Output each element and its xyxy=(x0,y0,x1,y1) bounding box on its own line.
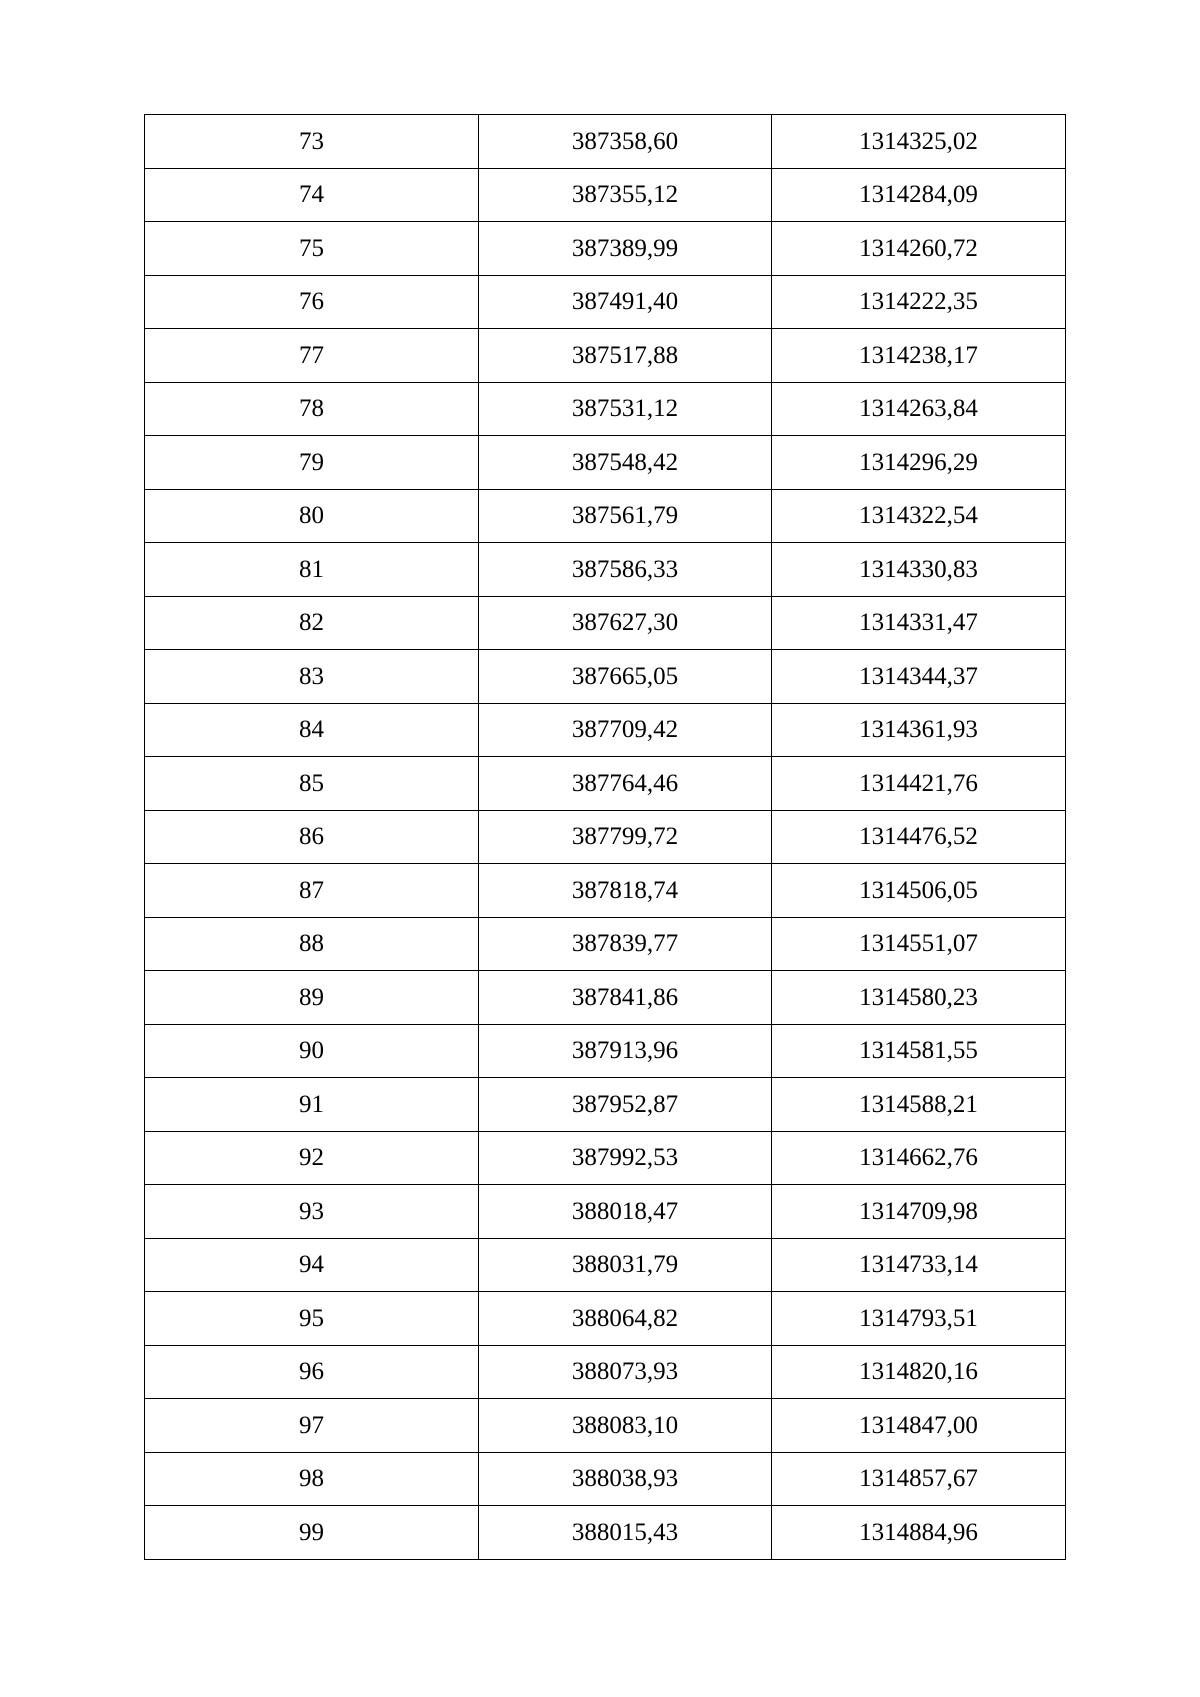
y-coordinate-cell: 1314361,93 xyxy=(772,703,1066,757)
y-coordinate-cell: 1314322,54 xyxy=(772,489,1066,543)
x-coordinate-cell: 388083,10 xyxy=(479,1399,772,1453)
coordinates-table xyxy=(144,114,1066,1560)
y-coordinate-cell: 1314506,05 xyxy=(772,864,1066,918)
y-coordinate-cell: 1314551,07 xyxy=(772,917,1066,971)
y-coordinate-cell: 1314222,35 xyxy=(772,275,1066,329)
x-coordinate-cell: 387358,60 xyxy=(479,115,772,169)
point-number-cell: 98 xyxy=(145,1452,479,1506)
x-coordinate-cell: 387561,79 xyxy=(479,489,772,543)
y-coordinate-cell: 1314421,76 xyxy=(772,757,1066,811)
point-number-cell: 88 xyxy=(145,917,479,971)
table-row xyxy=(145,543,1066,597)
point-number-cell: 96 xyxy=(145,1345,479,1399)
table-row xyxy=(145,1345,1066,1399)
y-coordinate-cell: 1314733,14 xyxy=(772,1238,1066,1292)
point-number-cell: 79 xyxy=(145,436,479,490)
point-number-cell: 87 xyxy=(145,864,479,918)
x-coordinate-cell: 387799,72 xyxy=(479,810,772,864)
point-number-cell: 76 xyxy=(145,275,479,329)
table-row xyxy=(145,703,1066,757)
x-coordinate-cell: 387491,40 xyxy=(479,275,772,329)
table-row xyxy=(145,436,1066,490)
table-row xyxy=(145,810,1066,864)
point-number-cell: 80 xyxy=(145,489,479,543)
table-row xyxy=(145,1506,1066,1560)
table-row xyxy=(145,596,1066,650)
y-coordinate-cell: 1314325,02 xyxy=(772,115,1066,169)
x-coordinate-cell: 387627,30 xyxy=(479,596,772,650)
table-row xyxy=(145,329,1066,383)
table-row xyxy=(145,1078,1066,1132)
x-coordinate-cell: 387517,88 xyxy=(479,329,772,383)
point-number-cell: 75 xyxy=(145,222,479,276)
table-row xyxy=(145,917,1066,971)
x-coordinate-cell: 387818,74 xyxy=(479,864,772,918)
y-coordinate-cell: 1314581,55 xyxy=(772,1024,1066,1078)
point-number-cell: 81 xyxy=(145,543,479,597)
y-coordinate-cell: 1314820,16 xyxy=(772,1345,1066,1399)
table-row xyxy=(145,1024,1066,1078)
point-number-cell: 89 xyxy=(145,971,479,1025)
point-number-cell: 74 xyxy=(145,168,479,222)
y-coordinate-cell: 1314580,23 xyxy=(772,971,1066,1025)
point-number-cell: 83 xyxy=(145,650,479,704)
y-coordinate-cell: 1314296,29 xyxy=(772,436,1066,490)
y-coordinate-cell: 1314238,17 xyxy=(772,329,1066,383)
point-number-cell: 84 xyxy=(145,703,479,757)
x-coordinate-cell: 388018,47 xyxy=(479,1185,772,1239)
x-coordinate-cell: 387839,77 xyxy=(479,917,772,971)
x-coordinate-cell: 388031,79 xyxy=(479,1238,772,1292)
point-number-cell: 91 xyxy=(145,1078,479,1132)
y-coordinate-cell: 1314793,51 xyxy=(772,1292,1066,1346)
table-row xyxy=(145,1399,1066,1453)
y-coordinate-cell: 1314709,98 xyxy=(772,1185,1066,1239)
y-coordinate-cell: 1314263,84 xyxy=(772,382,1066,436)
y-coordinate-cell: 1314284,09 xyxy=(772,168,1066,222)
point-number-cell: 78 xyxy=(145,382,479,436)
x-coordinate-cell: 387709,42 xyxy=(479,703,772,757)
table-row xyxy=(145,864,1066,918)
point-number-cell: 85 xyxy=(145,757,479,811)
y-coordinate-cell: 1314330,83 xyxy=(772,543,1066,597)
x-coordinate-cell: 388038,93 xyxy=(479,1452,772,1506)
x-coordinate-cell: 387913,96 xyxy=(479,1024,772,1078)
y-coordinate-cell: 1314662,76 xyxy=(772,1131,1066,1185)
y-coordinate-cell: 1314588,21 xyxy=(772,1078,1066,1132)
x-coordinate-cell: 387389,99 xyxy=(479,222,772,276)
point-number-cell: 95 xyxy=(145,1292,479,1346)
table-row xyxy=(145,650,1066,704)
x-coordinate-cell: 387841,86 xyxy=(479,971,772,1025)
table-row xyxy=(145,1185,1066,1239)
x-coordinate-cell: 387586,33 xyxy=(479,543,772,597)
x-coordinate-cell: 387764,46 xyxy=(479,757,772,811)
table-row xyxy=(145,382,1066,436)
point-number-cell: 90 xyxy=(145,1024,479,1078)
point-number-cell: 99 xyxy=(145,1506,479,1560)
y-coordinate-cell: 1314857,67 xyxy=(772,1452,1066,1506)
table-row xyxy=(145,115,1066,169)
y-coordinate-cell: 1314884,96 xyxy=(772,1506,1066,1560)
x-coordinate-cell: 388073,93 xyxy=(479,1345,772,1399)
y-coordinate-cell: 1314260,72 xyxy=(772,222,1066,276)
y-coordinate-cell: 1314847,00 xyxy=(772,1399,1066,1453)
x-coordinate-cell: 388015,43 xyxy=(479,1506,772,1560)
y-coordinate-cell: 1314344,37 xyxy=(772,650,1066,704)
x-coordinate-cell: 387355,12 xyxy=(479,168,772,222)
table-row xyxy=(145,1131,1066,1185)
coordinates-table-body xyxy=(145,115,1066,1560)
x-coordinate-cell: 387531,12 xyxy=(479,382,772,436)
table-row xyxy=(145,1452,1066,1506)
point-number-cell: 94 xyxy=(145,1238,479,1292)
point-number-cell: 73 xyxy=(145,115,479,169)
x-coordinate-cell: 387952,87 xyxy=(479,1078,772,1132)
point-number-cell: 82 xyxy=(145,596,479,650)
table-row xyxy=(145,489,1066,543)
point-number-cell: 97 xyxy=(145,1399,479,1453)
x-coordinate-cell: 387992,53 xyxy=(479,1131,772,1185)
x-coordinate-cell: 387548,42 xyxy=(479,436,772,490)
table-row xyxy=(145,1292,1066,1346)
y-coordinate-cell: 1314331,47 xyxy=(772,596,1066,650)
table-row xyxy=(145,168,1066,222)
point-number-cell: 92 xyxy=(145,1131,479,1185)
table-row xyxy=(145,1238,1066,1292)
table-row xyxy=(145,275,1066,329)
y-coordinate-cell: 1314476,52 xyxy=(772,810,1066,864)
x-coordinate-cell: 388064,82 xyxy=(479,1292,772,1346)
table-row xyxy=(145,222,1066,276)
point-number-cell: 77 xyxy=(145,329,479,383)
x-coordinate-cell: 387665,05 xyxy=(479,650,772,704)
point-number-cell: 86 xyxy=(145,810,479,864)
point-number-cell: 93 xyxy=(145,1185,479,1239)
table-row xyxy=(145,971,1066,1025)
table-row xyxy=(145,757,1066,811)
